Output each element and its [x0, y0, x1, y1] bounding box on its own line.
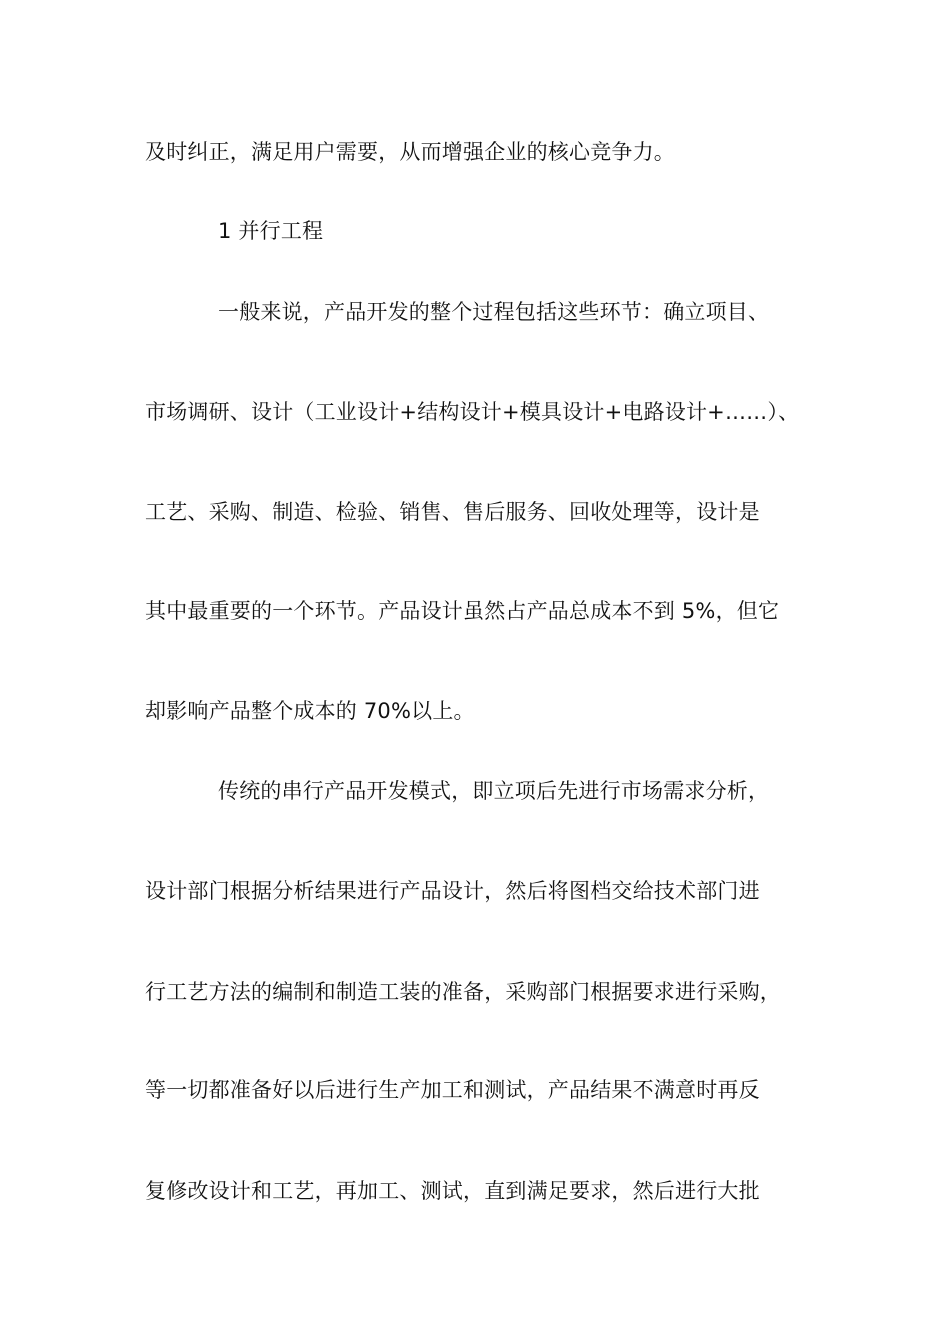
- paragraph-line: 工艺、采购、制造、检验、销售、售后服务、回收处理等，设计是: [145, 500, 760, 524]
- paragraph-line: 其中最重要的一个环节。产品设计虽然占产品总成本不到 5%，但它: [145, 599, 780, 623]
- paragraph-line: 市场调研、设计（工业设计+结构设计+模具设计+电路设计+……）、: [145, 400, 800, 424]
- paragraph-line: 及时纠正，满足用户需要，从而增强企业的核心竞争力。: [145, 140, 675, 164]
- paragraph-line: 传统的串行产品开发模式，即立项后先进行市场需求分析，: [218, 779, 770, 803]
- paragraph-line: 行工艺方法的编制和制造工装的准备，采购部门根据要求进行采购，: [145, 980, 781, 1004]
- paragraph-line: 却影响产品整个成本的 70%以上。: [145, 699, 475, 723]
- paragraph-line: 等一切都准备好以后进行生产加工和测试，产品结果不满意时再反: [145, 1078, 760, 1102]
- paragraph-line: 复修改设计和工艺，再加工、测试，直到满足要求，然后进行大批: [145, 1179, 760, 1203]
- paragraph-line: 一般来说，产品开发的整个过程包括这些环节：确立项目、: [218, 300, 770, 324]
- section-heading: 1 并行工程: [218, 219, 324, 243]
- paragraph-line: 设计部门根据分析结果进行产品设计，然后将图档交给技术部门进: [145, 879, 760, 903]
